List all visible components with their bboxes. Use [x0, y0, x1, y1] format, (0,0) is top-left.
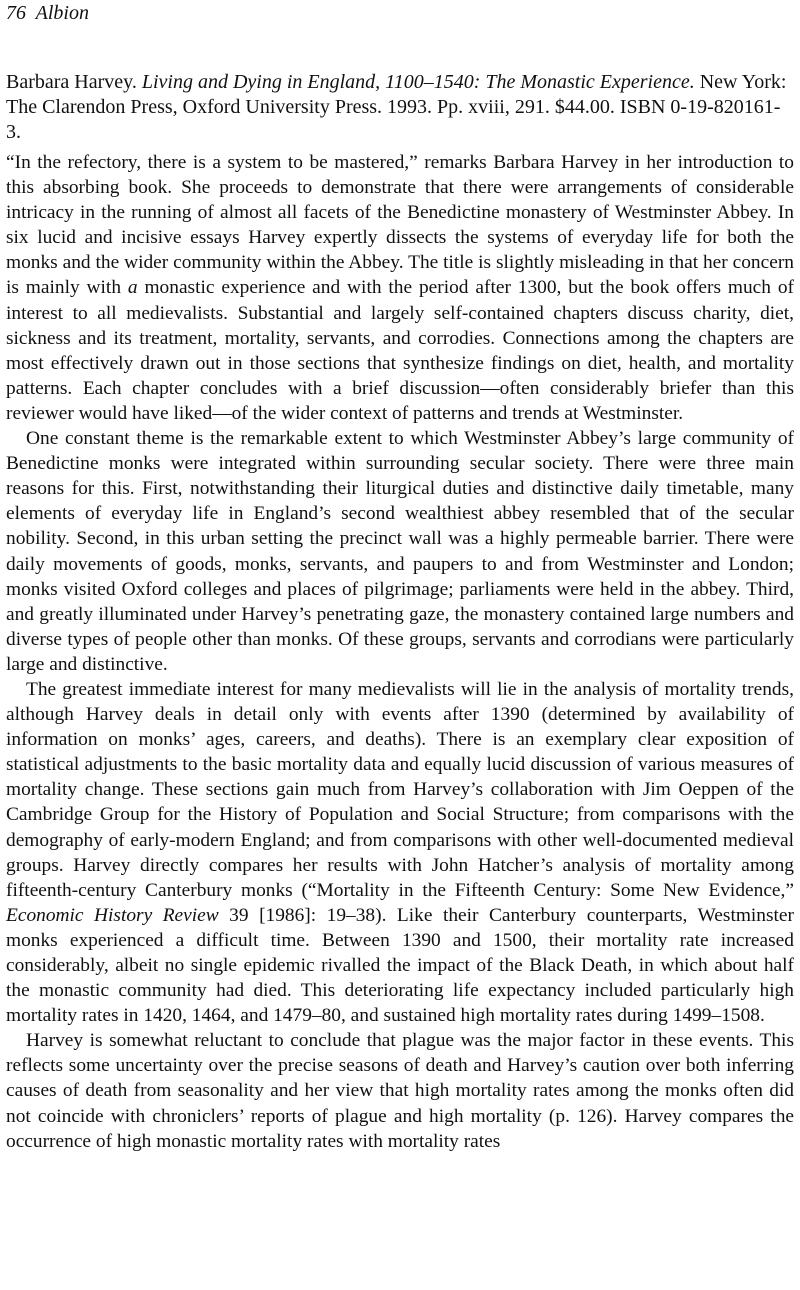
- paragraph-4: Harvey is somewhat reluctant to conclude that plague was the major factor in these events. This reflects some uncertainty over the precise seasons of death and Harvey’s caution over both inferring causes of death from seasonality and her view that high mortality rates among the monks often did not coincide with chroniclers’ reports of plague and high mortality (p. 126). Harvey compares the occurrence of high monastic mortality rates with mortality rates: [6, 1030, 794, 1152]
- paragraph-3-text-a: The greatest immediate interest for many medievalists will lie in the analysis of mortality trends, although Harvey deals in detail only with events after 1390 (determined by availability of information on monks’ ages, careers, and deaths). There is an exemplary clear exposition of statistical adjustments to the basic mortality data and equally lucid discussion of various measures of mortality change. These sections gain much from Harvey’s collaboration with Jim Oeppen of the Cambridge Group for the History of Population and Social Structure; from comparisons with the demography of early-modern England; and from comparisons with other well-documented medieval groups. Harvey directly compares her results with John Hatcher’s analysis of mortality among fifteenth-century Canterbury monks (“Mortality in the Fifteenth Century: Some New Evidence,”: [6, 678, 794, 901]
- page-number: 76: [6, 2, 26, 24]
- paragraph-1: [6, 150, 794, 426]
- paragraph-1-text-b: monastic experience and with the period after 1300, but the book offers much of interest to all medievalists. Substantial and largely self-contained chapters discuss charity, diet, sickness and its treatment, mortality, servants, and corrodies. Connections among the chapters are most effectively drawn out in those sections that synthesize findings on diet, health, and mortality patterns. Each chapter concludes with a brief discussion—often considerably briefer than this reviewer would have liked—of the wider context of patterns and trends at Westminster.: [6, 277, 794, 424]
- book-title: Living and Dying in England, 1100–1540: The Monastic Experience.: [141, 71, 695, 93]
- book-author: Barbara Harvey.: [6, 71, 137, 93]
- paragraph-1-italic: a: [127, 277, 138, 299]
- paragraph-3-italic: Economic History Review: [6, 904, 219, 926]
- paragraph-3: [6, 677, 794, 1028]
- paragraph-2: One constant theme is the remarkable extent to which Westminster Abbey’s large community of Benedictine monks were integrated within surrounding secular society. There were three main reasons for this. First, notwithstanding their liturgical duties and distinctive daily timetable, many elements of everyday life in England’s second wealthiest abbey resembled that of the secular nobility. Second, in this urban setting the precinct wall was a highly permeable barrier. There were daily movements of goods, monks, servants, and paupers to and from Westminster and London; monks visited Oxford colleges and places of pilgrimage; parliaments were held in the abbey. Third, and greatly illuminated under Harvey’s penetrating gaze, the monastery contained large numbers and diverse types of people other than monks. Of these groups, servants and corrodians were particularly large and distinctive.: [6, 428, 794, 675]
- running-head: [6, 0, 89, 26]
- book-citation: [6, 70, 794, 145]
- book-publication-details: New York: The Clarendon Press, Oxford University Press. 1993. Pp. xviii, 291. $44.00. ISBN 0-19-820161-3.: [6, 71, 787, 143]
- paragraph-1-text-a: “In the refectory, there is a system to be mastered,” remarks Barbara Harvey in her introduction to this absorbing book. She proceeds to demonstrate that there were arrangements of considerable intricacy in the running of almost all facets of the Benedictine monastery of Westminster Abbey. In six lucid and incisive essays Harvey expertly dissects the systems of everyday life for both the monks and the wider community within the Abbey. The title is slightly misleading in that her concern is mainly with: [6, 152, 794, 299]
- journal-title: Albion: [35, 2, 89, 24]
- review-body: [6, 150, 794, 1154]
- paragraph-3-text-b: 39 [1986]: 19–38). Like their Canterbury counterparts, Westminster monks experienced a difficult time. Between 1390 and 1500, their mortality rate increased considerably, albeit no single epidemic rivalled the impact of the Black Death, in which about half the monastic community had died. This deteriorating life expectancy included particularly high mortality rates in 1420, 1464, and 1479–80, and sustained high mortality rates during 1499–1508.: [6, 904, 794, 1027]
